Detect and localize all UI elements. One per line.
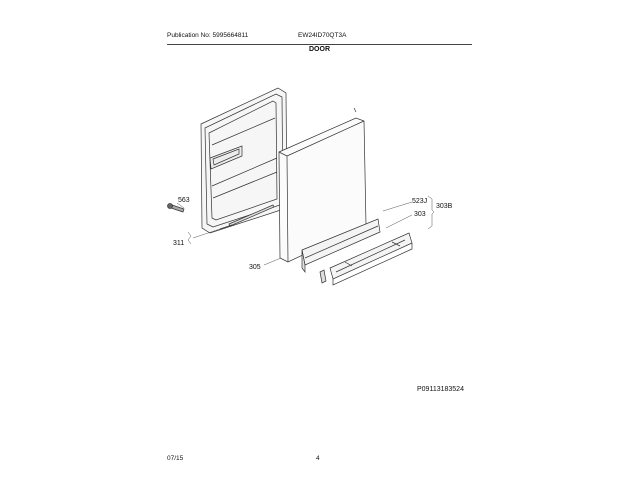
callout-563: 563 <box>178 197 190 204</box>
page-number: 4 <box>316 455 320 462</box>
inner-door-panel <box>201 88 287 233</box>
callout-303: 303 <box>414 211 426 218</box>
diagram-code: P09113183524 <box>417 386 464 393</box>
publication-number: Publication No: 5995664811 <box>167 32 249 39</box>
footer-date: 07/15 <box>167 455 184 462</box>
callout-303b: 303B <box>436 203 453 210</box>
callout-305: 305 <box>249 264 261 271</box>
model-number: EW24ID70QT3A <box>298 32 347 39</box>
page-title: DOOR <box>309 46 330 53</box>
callout-523j: 523J <box>412 198 428 205</box>
callout-311: 311 <box>173 240 185 247</box>
